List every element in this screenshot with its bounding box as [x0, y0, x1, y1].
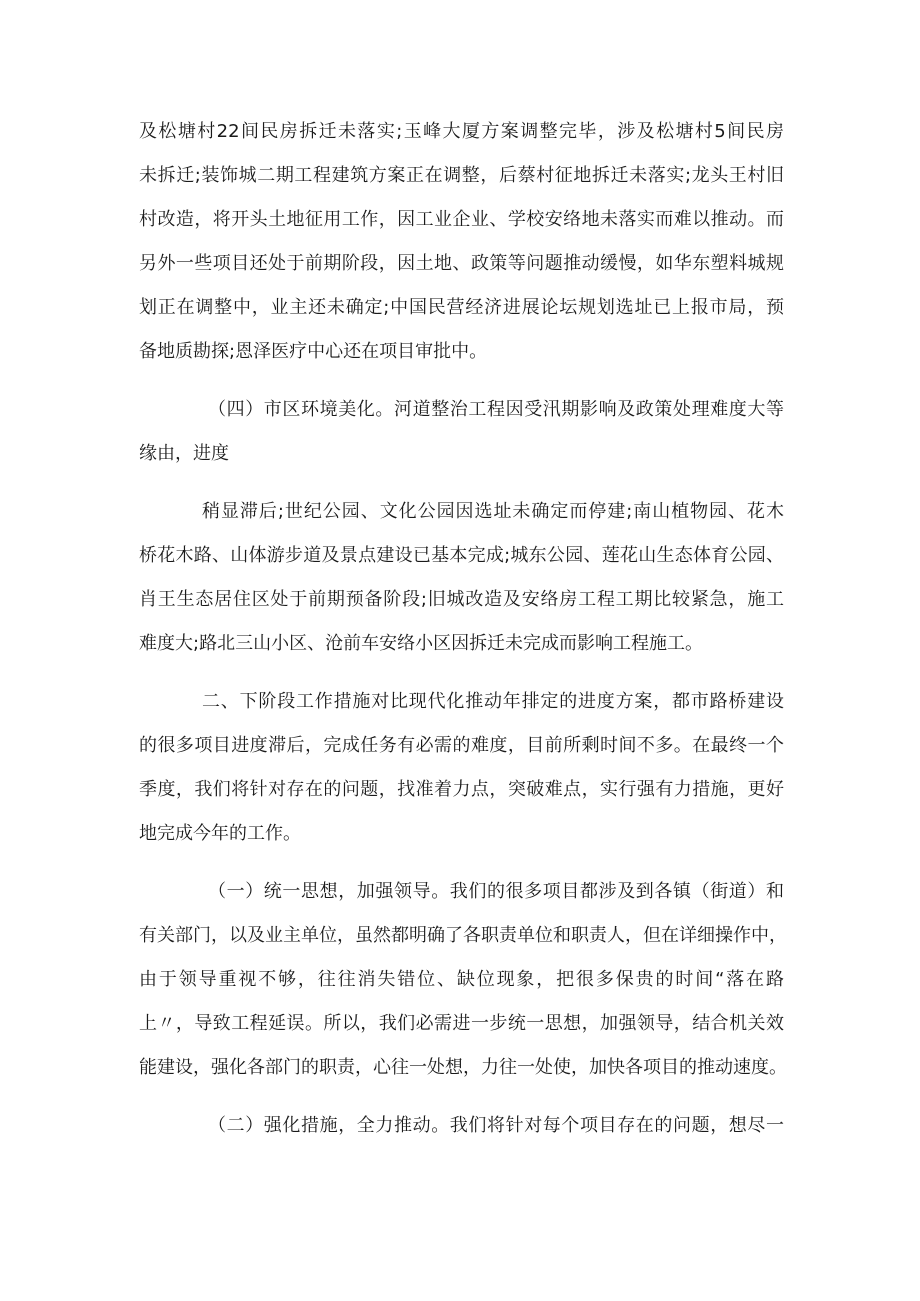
section-heading-line: （一）统一思想，加强领导。我们的很多项目都涉及到各镇（街道）和 — [208, 881, 784, 902]
text-line: 划正在调整中，业主还未确定;中国民营经济进展论坛规划选址已上报市局，预 — [139, 297, 784, 318]
section-heading-line: （二）强化措施，全力推动。我们将针对每个项目存在的问题，想尽一 — [208, 1115, 784, 1136]
text-line: 肖王生态居住区处于前期预备阶段;旧城改造及安络房工程工期比较紧急，施工 — [139, 589, 784, 610]
section-heading-line: （四）市区环境美化。河道整治工程因受汛期影响及政策处理难度大等 — [208, 399, 784, 420]
text-line: 备地质勘探;恩泽医疗中心还在项目审批中。 — [139, 341, 488, 362]
text-line: 的很多项目进度滞后，完成任务有必需的难度，目前所剩时间不多。在最终一个 — [139, 735, 784, 756]
text-line: 未拆迁;装饰城二期工程建筑方案正在调整，后蔡村征地拆迁未落实;龙头王村旧 — [139, 165, 784, 186]
text-line: 另外一些项目还处于前期阶段，因土地、政策等问题推动缓慢，如华东塑料城规 — [139, 253, 784, 274]
text-line: 缘由，进度 — [139, 443, 229, 464]
text-line: 有关部门，以及业主单位，虽然都明确了各职责单位和职责人，但在详细操作中， — [139, 925, 787, 946]
text-line: 桥花木路、山体游步道及景点建设已基本完成;城东公园、莲花山生态体育公园、 — [139, 545, 784, 566]
text-line: 及松塘村22间民房拆迁未落实;玉峰大厦方案调整完毕，涉及松塘村5间民房 — [139, 121, 784, 142]
text-line: 季度，我们将针对存在的问题，找准着力点，突破难点，实行强有力措施，更好 — [139, 779, 784, 800]
text-line: 稍显滞后;世纪公园、文化公园因选址未确定而停建;南山植物园、花木 — [202, 501, 784, 522]
text-line: 能建设，强化各部门的职责，心往一处想，力往一处使，加快各项目的推动速度。 — [139, 1057, 787, 1078]
section-heading-line: 二、下阶段工作措施对比现代化推动年排定的进度方案，都市路桥建设 — [202, 691, 784, 712]
text-line: 难度大;路北三山小区、沧前车安络小区因拆迁未完成而影响工程施工。 — [139, 633, 704, 654]
text-line: 地完成今年的工作。 — [139, 823, 301, 844]
text-line: 上〃，导致工程延误。所以，我们必需进一步统一思想，加强领导，结合机关效 — [139, 1013, 784, 1034]
text-line: 由于领导重视不够，往往消失错位、缺位现象，把很多保贵的时间“落在路 — [139, 969, 784, 990]
text-line: 村改造，将开头土地征用工作，因工业企业、学校安络地未落实而难以推动。而 — [139, 209, 784, 230]
